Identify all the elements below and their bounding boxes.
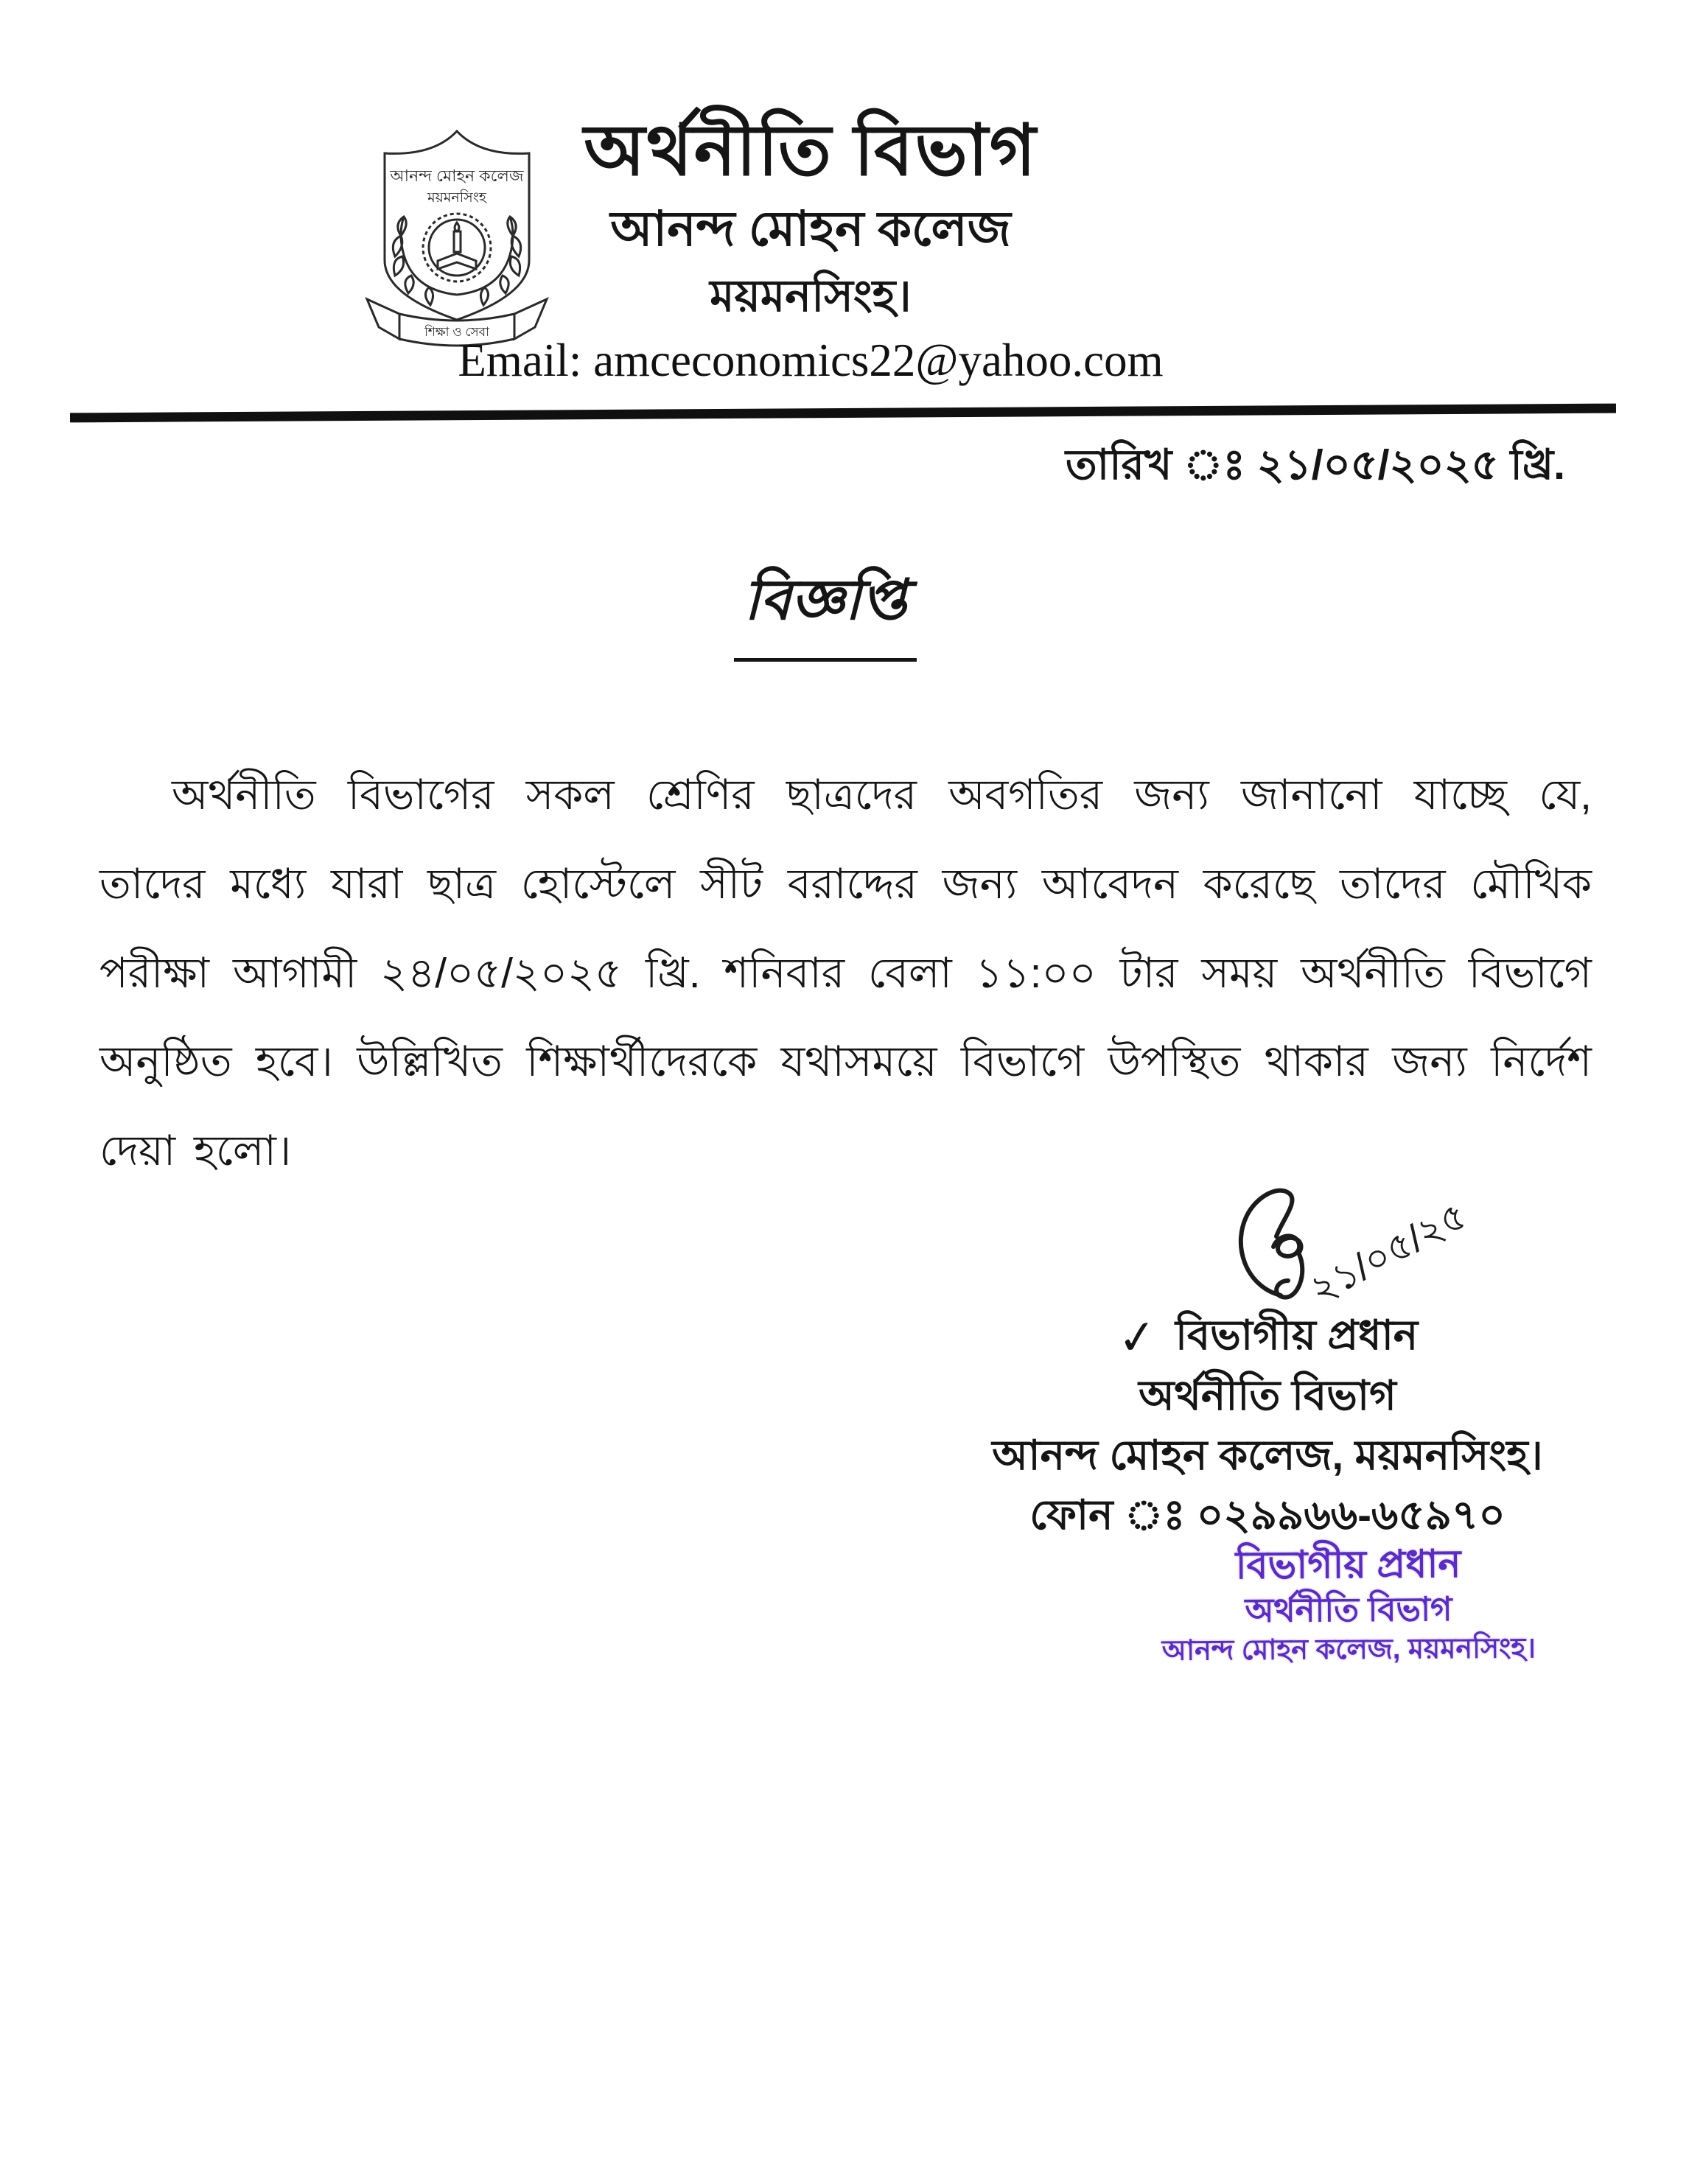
letterhead	[265, 109, 1356, 395]
check-mark-icon: ✓	[1114, 1309, 1160, 1366]
signature-tail	[1276, 1253, 1302, 1298]
logo-motto: শিক্ষা ও সেবা	[424, 325, 490, 339]
signatory-phone: ফোন ঃ ০২৯৯৬৬-৬৫৯৭০	[1029, 1491, 1506, 1538]
logo-college-name: আনন্দ মোহন কলেজ	[390, 167, 524, 185]
signature-block	[921, 1309, 1614, 1553]
notice-title: বিজ্ঞপ্তি	[734, 557, 917, 662]
signatory-department: অর্থনীতি বিভাগ	[1139, 1372, 1396, 1419]
email-line: Email: amceconomics22@yahoo.com	[458, 335, 1164, 387]
college-name: আনন্দ মোহন কলেজ	[610, 201, 1011, 256]
stamp-department: অর্থনীতি বিভাগ	[1245, 1590, 1452, 1629]
stamp-title: বিভাগীয় প্রধান	[1235, 1542, 1461, 1588]
office-stamp	[1083, 1539, 1614, 1671]
signatory-title-line	[921, 1309, 1614, 1366]
stamp-college: আনন্দ মোহন কলেজ, ময়মনসিংহ।	[1161, 1633, 1536, 1667]
notice-title-wrap	[0, 557, 1651, 662]
notice-body: অর্থনীতি বিভাগের সকল শ্রেণির ছাত্রদের অবগতির জন্য জানানো যাচ্ছে যে, তাদের মধ্যে যারা ছাত্র হোস্টেলে সীট বরাদ্দের জন্য আবেদন করেছে তাদের মৌখিক পরীক্ষা আগামী ২৪/০৫/২০২৫ খ্রি. শনিবার বেলা ১১:০০ টার সময় অর্থনীতি বিভাগে অনুষ্ঠিত হবে। উল্লিখিত শিক্ষার্থীদেরকে যথাসময়ে বিভাগে উপস্থিত থাকার জন্য নির্দেশ দেয়া হলো।	[99, 771, 1592, 1175]
logo-city-name: ময়মনসিংহ	[427, 190, 486, 206]
city-name: ময়মনসিংহ।	[710, 271, 912, 321]
signatory-college: আনন্দ মোহন কলেজ, ময়মনসিংহ।	[992, 1431, 1543, 1478]
department-title: অর্থনীতি বিভাগ	[584, 111, 1038, 190]
signatory-title: বিভাগীয় প্রধান	[1175, 1312, 1419, 1358]
signature-handwritten-date: ২১/০৫/২৫	[1303, 1194, 1475, 1312]
letterhead-divider-rule	[70, 404, 1616, 423]
date-line: তারিখ ঃ ২১/০৫/২০২৫ খ্রি.	[1065, 441, 1565, 489]
